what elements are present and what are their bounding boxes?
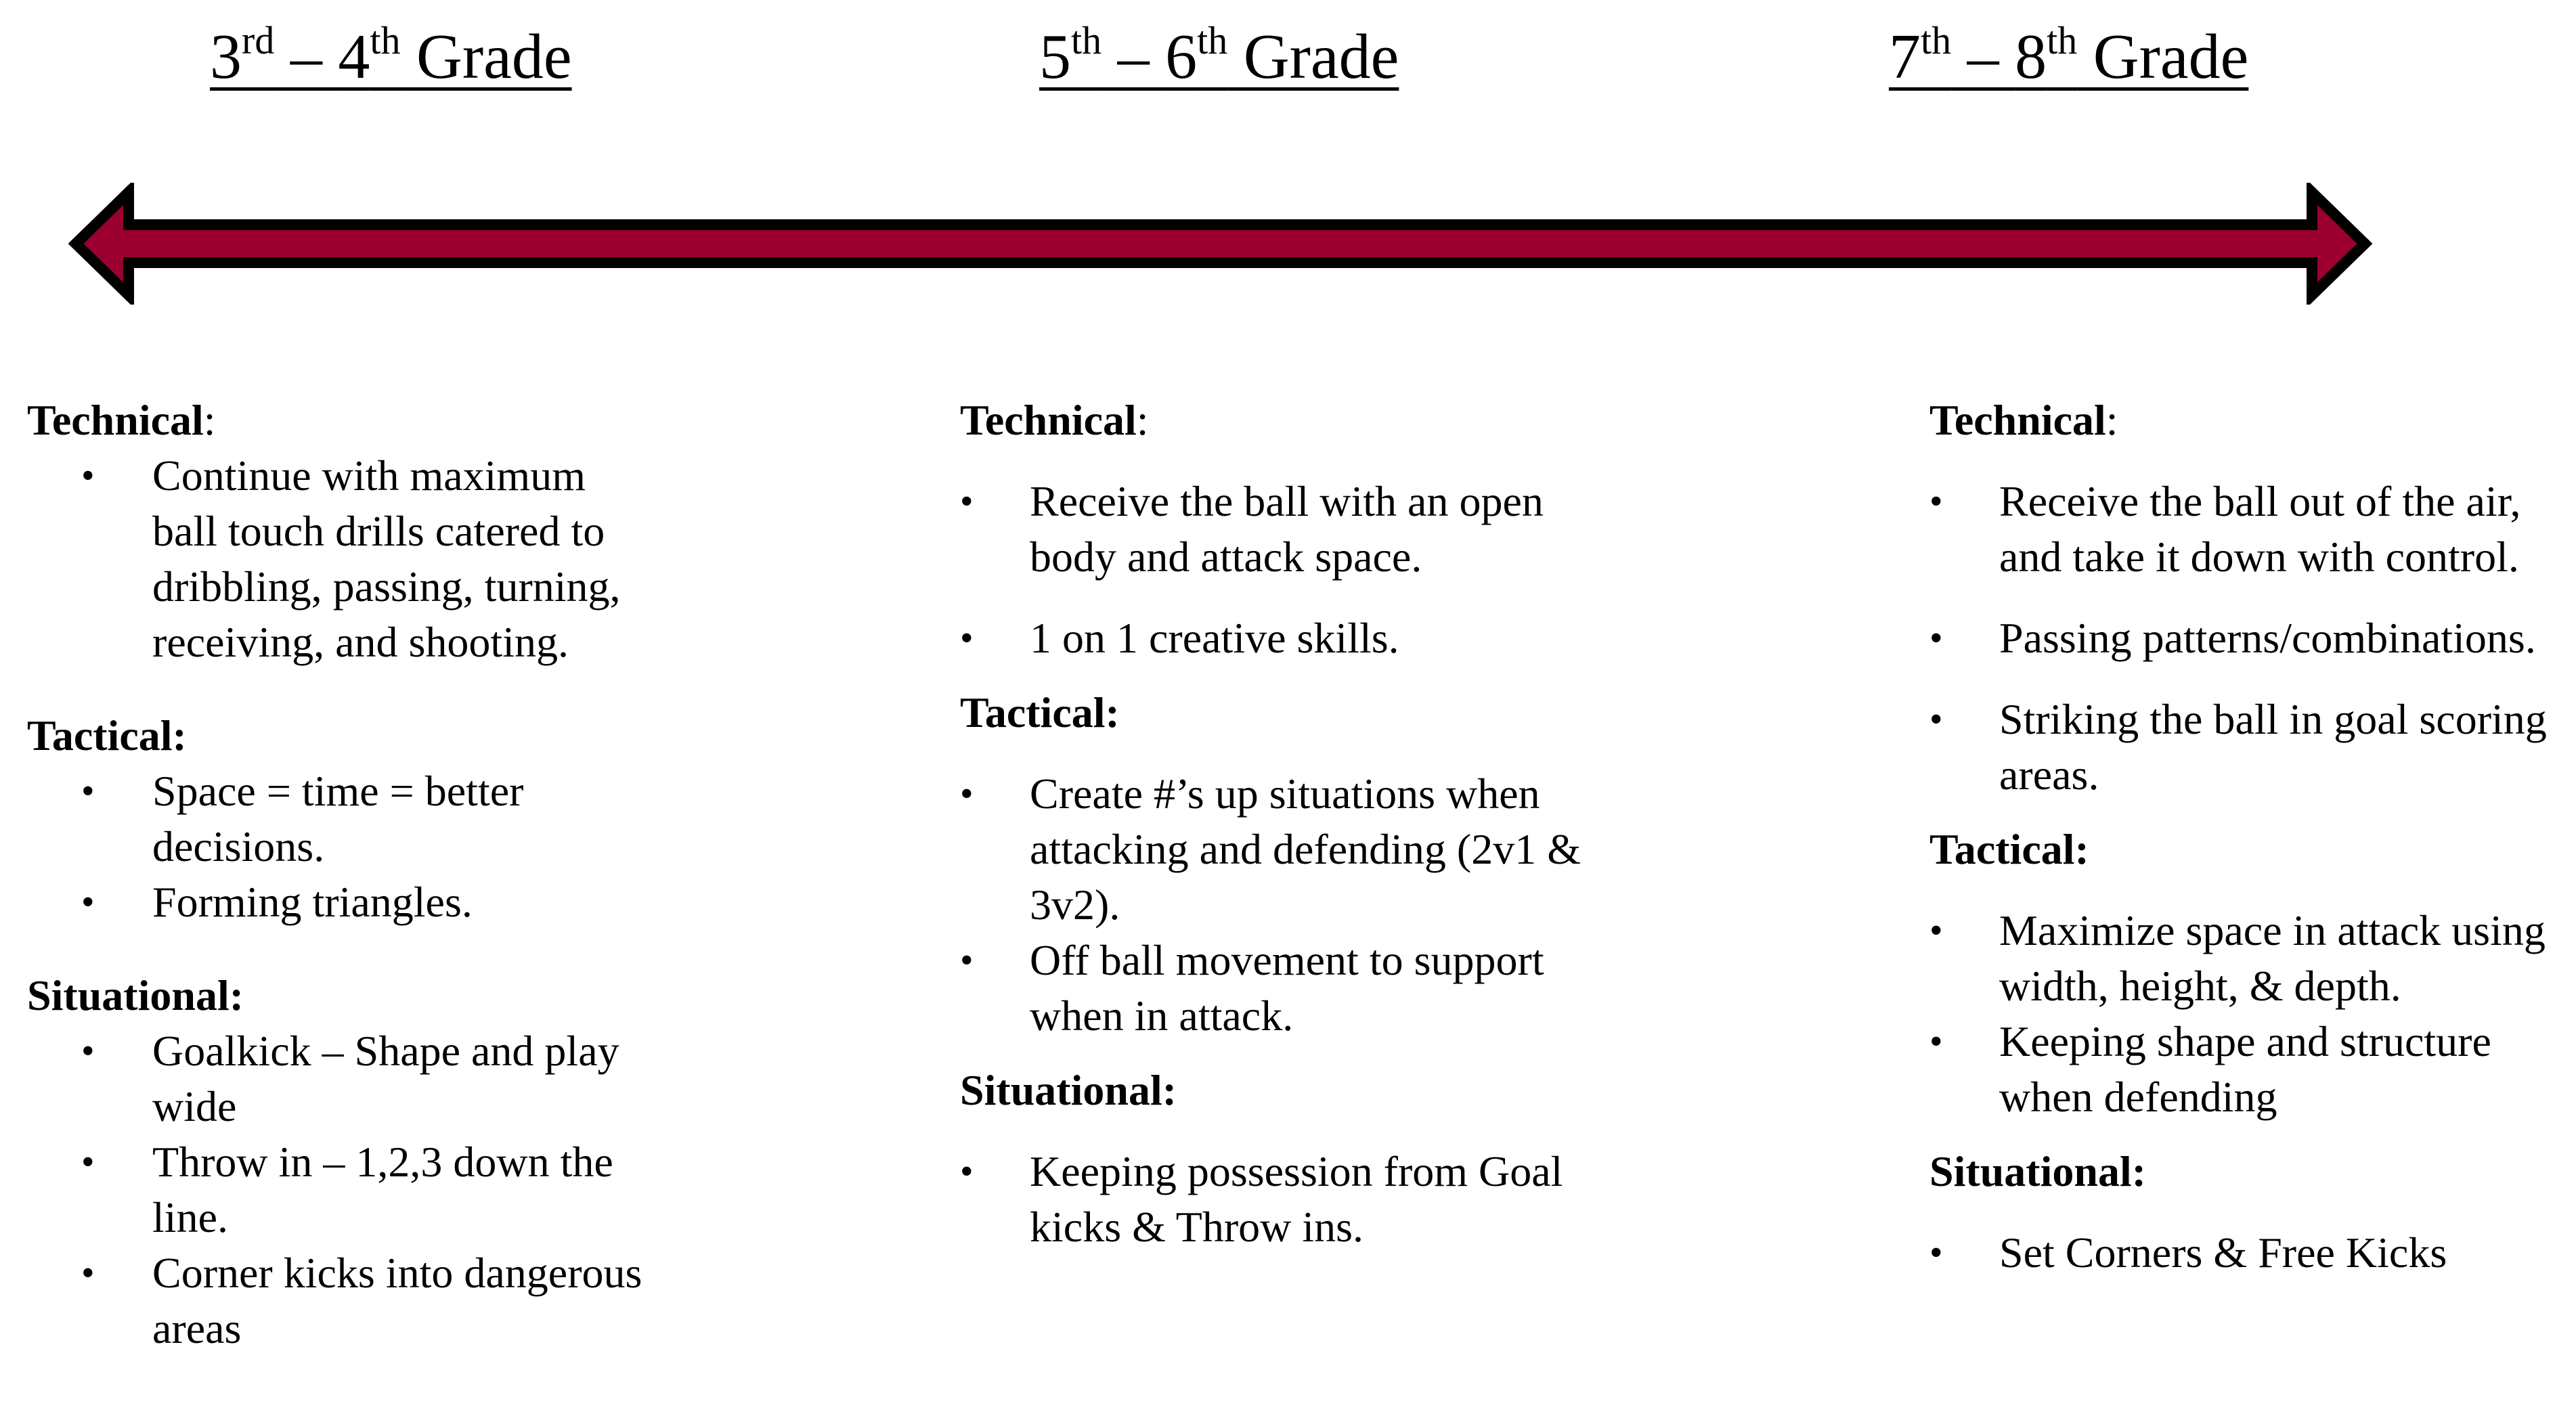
double-arrow-shape: [76, 192, 2365, 295]
bullet-icon: •: [81, 770, 95, 812]
list-item-text: Goalkick – Shape and play wide: [152, 1027, 619, 1130]
technical-title: Technical: [27, 396, 204, 444]
bullet-icon: •: [1929, 1021, 1943, 1063]
technical-heading: [960, 393, 1637, 448]
bullet-icon: •: [1929, 481, 1943, 523]
tactical-title: Tactical:: [27, 711, 187, 759]
list-item: [27, 1245, 873, 1356]
bullet-icon: •: [960, 773, 974, 815]
bullet-icon: •: [960, 481, 974, 523]
bullet-icon: •: [81, 1252, 95, 1294]
list-item-text: 1 on 1 creative skills.: [1030, 614, 1399, 662]
column-grade-3-4: [27, 393, 873, 1356]
bullet-icon: •: [1929, 617, 1943, 659]
list-item-text: Set Corners & Free Kicks: [1999, 1228, 2447, 1277]
list-item: [27, 1023, 873, 1134]
list-item-text: Keeping possession from Goal kicks & Throw ins.: [1030, 1147, 1563, 1251]
list-item: [960, 933, 1637, 1044]
list-item: [27, 874, 873, 930]
tactical-heading: [27, 708, 873, 763]
list-item-text: Off ball movement to support when in attack.: [1030, 936, 1544, 1040]
bullet-icon: •: [81, 1030, 95, 1072]
list-item-text: Maximize space in attack using width, height, & depth.: [1999, 906, 2546, 1010]
situational-heading: [1929, 1144, 2573, 1199]
bullet-icon: •: [1929, 1232, 1943, 1274]
tactical-title: Tactical:: [1929, 825, 2089, 873]
list-item: [1929, 903, 2573, 1014]
list-item-text: Space = time = better decisions.: [152, 767, 524, 870]
tactical-list: [27, 763, 873, 930]
situational-list: [960, 1144, 1637, 1255]
list-item: [27, 1134, 873, 1245]
technical-title: Technical: [1929, 396, 2106, 444]
situational-list: [1929, 1225, 2573, 1281]
bullet-icon: •: [81, 881, 95, 923]
tactical-title: Tactical:: [960, 688, 1120, 736]
list-item-text: Striking the ball in goal scoring areas.: [1999, 695, 2547, 799]
technical-colon: :: [203, 396, 216, 444]
technical-title: Technical: [960, 396, 1137, 444]
list-item: [1929, 1225, 2573, 1281]
list-item-text: Passing patterns/combinations.: [1999, 614, 2536, 662]
technical-heading: [1929, 393, 2573, 448]
tactical-heading: [1929, 822, 2573, 877]
technical-list: [960, 474, 1637, 666]
list-item-text: Throw in – 1,2,3 down the line.: [152, 1138, 613, 1241]
bullet-icon: •: [81, 1141, 95, 1183]
bullet-icon: •: [960, 939, 974, 981]
technical-heading: [27, 393, 873, 448]
situational-list: [27, 1023, 873, 1356]
list-item-text: Create #’s up situations when attacking and defending (2v1 & 3v2).: [1030, 770, 1581, 929]
bullet-icon: •: [1929, 910, 1943, 952]
list-item: [1929, 692, 2573, 803]
situational-title: Situational:: [27, 971, 244, 1019]
situational-heading: [27, 968, 873, 1023]
situational-heading: [960, 1063, 1637, 1118]
technical-colon: :: [1136, 396, 1149, 444]
technical-colon: :: [2105, 396, 2118, 444]
grade-heading-5-6: 5th – 6th Grade: [1039, 18, 1399, 92]
bullet-icon: •: [81, 455, 95, 497]
situational-title: Situational:: [1929, 1147, 2147, 1195]
list-item-text: Keeping shape and structure when defending: [1999, 1017, 2491, 1121]
tactical-list: [1929, 903, 2573, 1125]
progression-arrow: [0, 183, 2576, 305]
list-item-text: Corner kicks into dangerous areas: [152, 1249, 642, 1352]
situational-title: Situational:: [960, 1066, 1177, 1114]
column-grade-7-8: [1929, 393, 2573, 1281]
list-item: [1929, 474, 2573, 585]
column-grade-5-6: [960, 393, 1637, 1255]
list-item: [960, 611, 1637, 666]
list-item-text: Receive the ball with an open body and attack space.: [1030, 477, 1544, 581]
list-item: [1929, 611, 2573, 666]
list-item-text: Continue with maximum ball touch drills catered to dribbling, passing, turning, receiving, and shooting.: [152, 451, 621, 666]
list-item: [960, 474, 1637, 585]
technical-list: [1929, 474, 2573, 803]
bullet-icon: •: [960, 617, 974, 659]
list-item: [960, 766, 1637, 933]
technical-list: [27, 448, 873, 670]
grade-heading-7-8: 7th – 8th Grade: [1889, 18, 2249, 92]
list-item-text: Forming triangles.: [152, 878, 473, 926]
list-item-text: Receive the ball out of the air, and take it down with control.: [1999, 477, 2521, 581]
bullet-icon: •: [960, 1151, 974, 1193]
list-item: [27, 763, 873, 874]
list-item: [27, 448, 873, 670]
list-item: [960, 1144, 1637, 1255]
bullet-icon: •: [1929, 699, 1943, 740]
list-item: [1929, 1014, 2573, 1125]
tactical-heading: [960, 685, 1637, 740]
tactical-list: [960, 766, 1637, 1044]
grade-heading-3-4: 3rd – 4th Grade: [210, 18, 572, 92]
